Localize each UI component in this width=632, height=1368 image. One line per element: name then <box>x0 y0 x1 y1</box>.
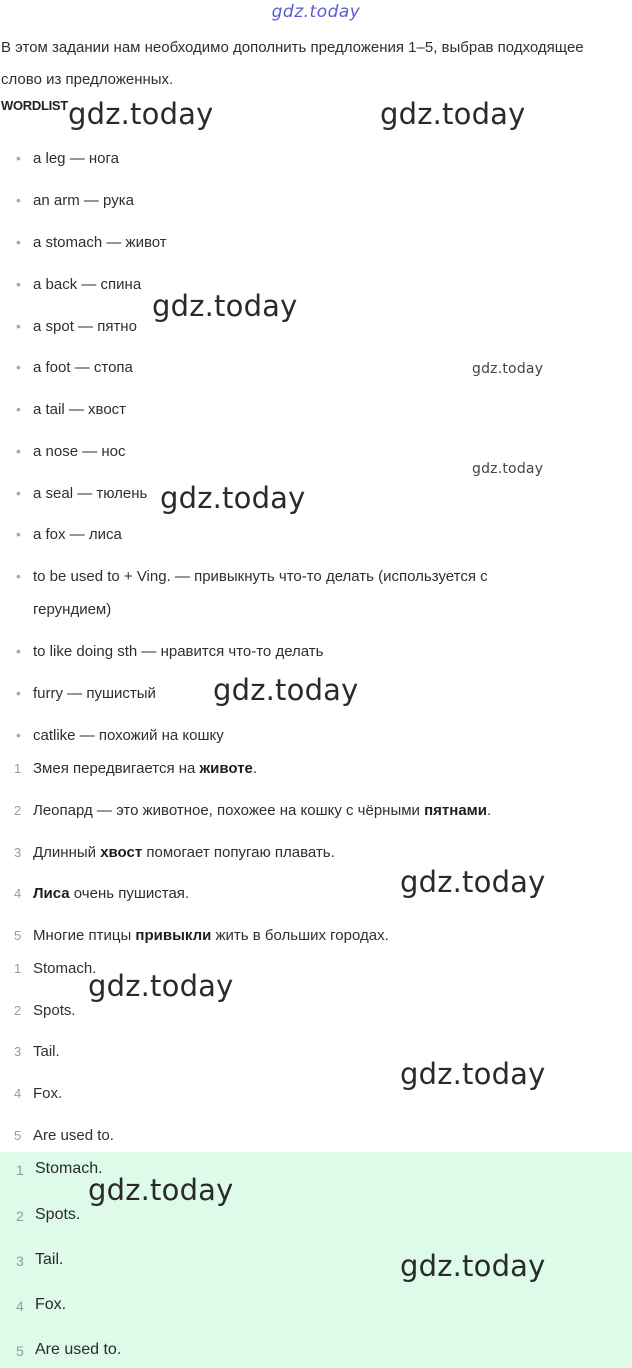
bullet-icon: • <box>16 443 21 459</box>
item-number: 3 <box>14 845 22 860</box>
bullet-icon: • <box>16 359 21 375</box>
wordlist-item: • a leg — нога <box>16 142 576 175</box>
bullet-icon: • <box>16 192 21 208</box>
bullet-icon: • <box>16 643 21 659</box>
answer-box-item: 4 Fox. <box>16 1294 66 1316</box>
wordlist-item: • a foot — стопа <box>16 351 576 384</box>
item-number: 1 <box>14 761 22 776</box>
wordlist-item: • a spot — пятно <box>16 310 576 343</box>
wordlist-item: • catlike — похожий на кошку <box>16 719 576 752</box>
translation-item: 1 Змея передвигается на животе. <box>14 752 604 785</box>
wordlist-item: • furry — пушистый <box>16 677 576 710</box>
watermark: gdz.today <box>472 461 544 477</box>
watermark: gdz.today <box>160 481 306 515</box>
watermark: gdz.today <box>68 97 214 131</box>
bullet-icon: • <box>16 318 21 334</box>
watermark: gdz.today <box>152 289 298 323</box>
watermark: gdz.today <box>380 97 526 131</box>
item-number: 5 <box>16 1343 24 1359</box>
watermark: gdz.today <box>88 969 234 1003</box>
wordlist-item: • a stomach — живот <box>16 226 576 259</box>
wordlist-item: • to be used to + Ving. — привыкнуть что-то делать (используется с герундием) <box>16 560 556 626</box>
answer-box-item: 3 Tail. <box>16 1249 63 1271</box>
wordlist-item: • a back — спина <box>16 268 576 301</box>
bullet-icon: • <box>16 485 21 501</box>
answer-box-item: 5 Are used to. <box>16 1339 121 1361</box>
wordlist-item: • a tail — хвост <box>16 393 576 426</box>
item-number: 1 <box>14 961 22 976</box>
watermark: gdz.today <box>400 1249 546 1283</box>
item-number: 4 <box>14 886 22 901</box>
item-number: 3 <box>16 1253 24 1269</box>
item-number: 4 <box>16 1298 24 1314</box>
translation-item: 5 Многие птицы привыкли жить в больших городах. <box>14 919 604 952</box>
item-number: 2 <box>14 803 22 818</box>
answer-box-item: 1 Stomach. <box>16 1158 103 1180</box>
answer-item: 3 Tail. <box>14 1035 604 1068</box>
translation-item: 2 Леопард — это животное, похожее на кошку с чёрными пятнами. <box>14 794 604 827</box>
wordlist-item: • to like doing sth — нравится что-то делать <box>16 635 576 668</box>
item-number: 1 <box>16 1162 24 1178</box>
item-number: 2 <box>16 1208 24 1224</box>
bullet-icon: • <box>16 150 21 166</box>
watermark: gdz.today <box>472 361 544 377</box>
wordlist-item: • a fox — лиса <box>16 518 576 551</box>
answer-box-item: 2 Spots. <box>16 1204 80 1226</box>
answer-item: 4 Fox. <box>14 1077 604 1110</box>
wordlist-item: • a seal — тюлень <box>16 477 576 510</box>
watermark: gdz.today <box>400 1057 546 1091</box>
bullet-icon: • <box>16 526 21 542</box>
translation-item: 3 Длинный хвост помогает попугаю плавать. <box>14 836 604 869</box>
watermark: gdz.today <box>213 673 359 707</box>
bullet-icon: • <box>16 234 21 250</box>
item-number: 5 <box>14 1128 22 1143</box>
bullet-icon: • <box>16 276 21 292</box>
item-number: 4 <box>14 1086 22 1101</box>
answer-item: 2 Spots. <box>14 994 604 1027</box>
bullet-icon: • <box>16 727 21 743</box>
watermark: gdz.today <box>400 865 546 899</box>
translation-item: 4 Лиса очень пушистая. <box>14 877 604 910</box>
wordlist-item: • an arm — рука <box>16 184 576 217</box>
task-intro: В этом задании нам необходимо дополнить предложения 1–5, выбрав подходящее слово из предложенных. <box>1 39 584 88</box>
answer-item: 5 Are used to. <box>14 1119 604 1152</box>
bullet-icon: • <box>16 685 21 701</box>
wordlist-item: • a nose — нос <box>16 435 576 468</box>
site-logo[interactable]: gdz.today <box>271 2 361 22</box>
bullet-icon: • <box>16 401 21 417</box>
bullet-icon: • <box>16 568 21 584</box>
item-number: 3 <box>14 1044 22 1059</box>
watermark: gdz.today <box>88 1173 234 1207</box>
item-number: 5 <box>14 928 22 943</box>
answer-item: 1 Stomach. <box>14 952 604 985</box>
wordlist-heading: WORDLIST <box>1 98 68 113</box>
item-number: 2 <box>14 1003 22 1018</box>
